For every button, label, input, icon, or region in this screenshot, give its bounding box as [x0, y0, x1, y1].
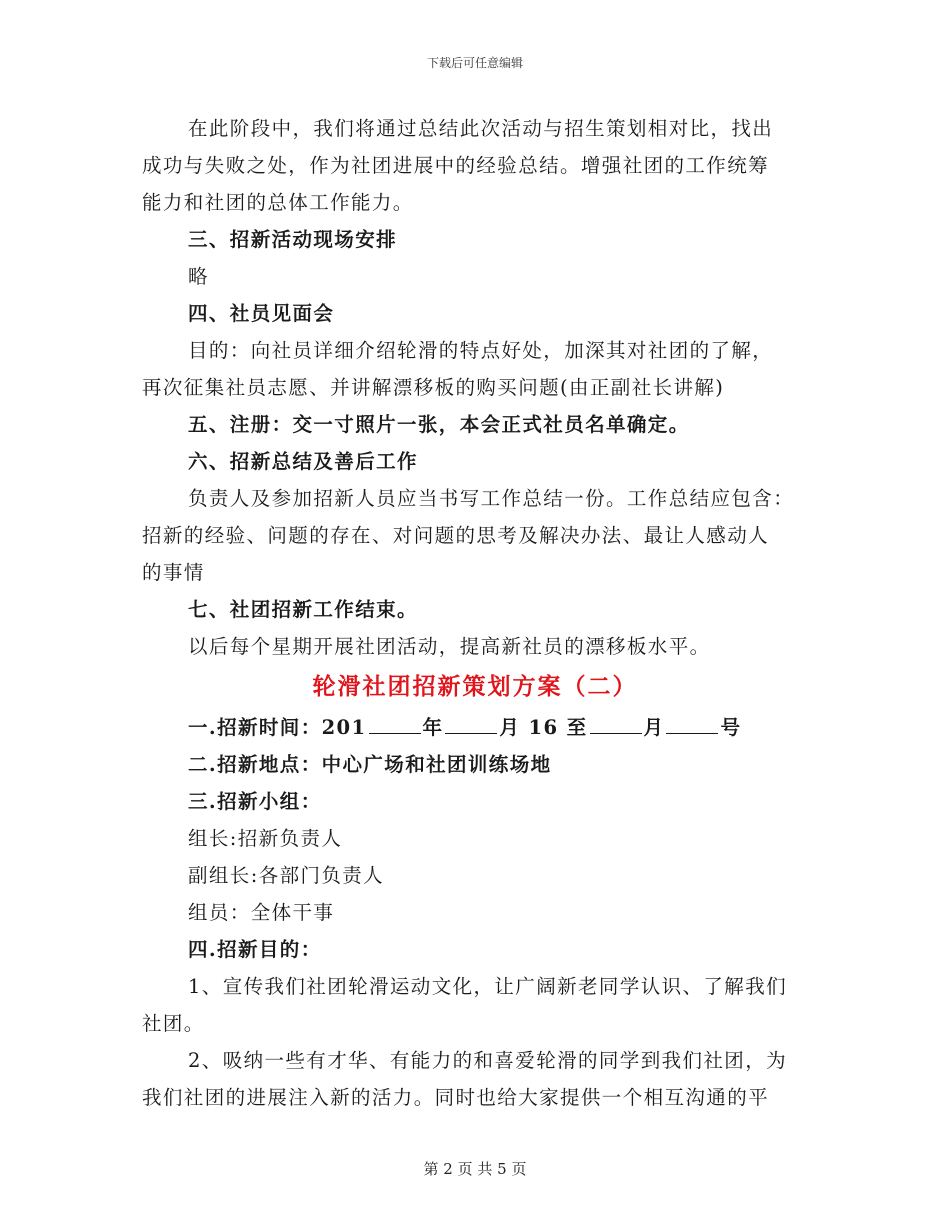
- blank-underline: [369, 715, 421, 734]
- document-title: 轮滑社团招新策划方案（二）: [312, 673, 638, 700]
- paragraph-line: 目的：向社员详细介绍轮滑的特点好处，加深其对社团的了解，: [188, 339, 774, 362]
- blank-underline: [445, 715, 497, 734]
- year-unit: 年: [422, 716, 444, 739]
- month-day-range: 月 16 至: [499, 716, 588, 739]
- paragraph-line: 副组长:各部门负责人: [188, 864, 385, 887]
- section-heading: 四、社员见面会: [188, 302, 335, 325]
- page-number-footer: 第 2 页 共 5 页: [423, 1160, 527, 1178]
- paragraph-line: 以后每个星期开展社团活动，提高新社员的漂移板水平。: [188, 635, 711, 658]
- paragraph-line: 招新的经验、问题的存在、对问题的思考及解决办法、最让人感动人: [142, 524, 770, 547]
- paragraph-line: 组长:招新负责人: [188, 827, 343, 850]
- paragraph-line: 1、宣传我们社团轮滑运动文化，让广阔新老同学认识、了解我们: [188, 975, 788, 998]
- paragraph-line: 组员：全体干事: [188, 901, 335, 924]
- recruit-time-label: 一.招新时间：201: [188, 716, 367, 739]
- page-header-note: 下载后可任意编辑: [426, 56, 523, 70]
- section-heading: 三、招新活动现场安排: [188, 228, 398, 251]
- recruit-time-line: [142, 709, 808, 746]
- month-unit: 月: [643, 716, 665, 739]
- section-heading: 六、招新总结及善后工作: [188, 450, 418, 473]
- day-unit: 号: [720, 716, 742, 739]
- section-heading: 五、注册：交一寸照片一张，本会正式社员名单确定。: [188, 413, 690, 436]
- blank-underline: [590, 715, 642, 734]
- paragraph-line: 成功与失败之处，作为社团进展中的经验总结。增强社团的工作统筹: [142, 154, 770, 177]
- section-heading: 三.招新小组：: [188, 790, 322, 813]
- section-heading: 七、社团招新工作结束。: [188, 598, 418, 621]
- paragraph-line: 在此阶段中，我们将通过总结此次活动与招生策划相对比，找出: [188, 117, 774, 140]
- paragraph-line: 能力和社团的总体工作能力。: [142, 191, 414, 214]
- paragraph-line: 我们社团的进展注入新的活力。同时也给大家提供一个相互沟通的平: [142, 1086, 770, 1109]
- paragraph-line: 负责人及参加招新人员应当书写工作总结一份。工作总结应包含：: [188, 487, 795, 510]
- section-heading: 二.招新地点：中心广场和社团训练场地: [188, 753, 552, 776]
- paragraph-line: 略: [188, 265, 209, 288]
- section-heading: 四.招新目的：: [188, 938, 322, 961]
- paragraph-line: 2、吸纳一些有才华、有能力的和喜爱轮滑的同学到我们社团，为: [188, 1049, 788, 1072]
- paragraph-line: 社团。: [142, 1012, 205, 1035]
- document-body: [142, 110, 808, 1116]
- paragraph-line: 的事情: [142, 561, 205, 584]
- paragraph-line: 再次征集社员志愿、并讲解漂移板的购买问题(由正副社长讲解): [142, 376, 725, 399]
- blank-underline: [666, 715, 718, 734]
